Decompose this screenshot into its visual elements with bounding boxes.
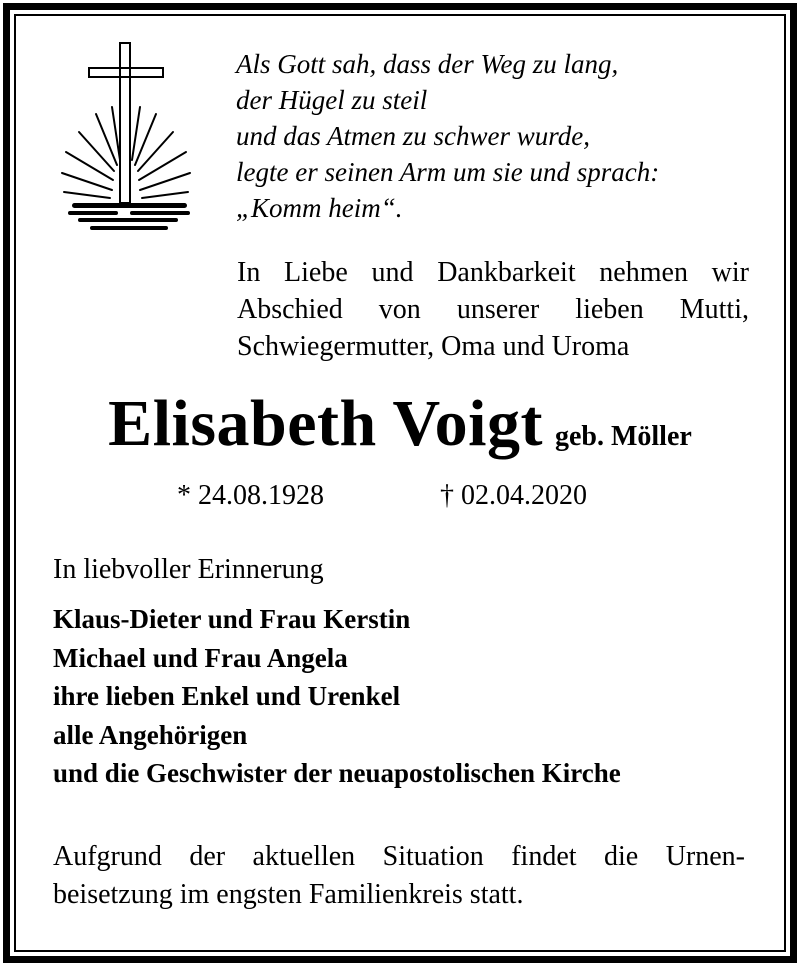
cross-sunrise-waves-icon — [52, 40, 202, 240]
poem-line: legte er seinen Arm um sie und sprach: — [236, 157, 660, 187]
note-line: beisetzung im engsten Familienkreis statt. — [53, 879, 524, 910]
farewell-line: In Liebe und Dankbarkeit nehmen wir — [237, 257, 749, 288]
poem — [236, 46, 756, 226]
death-date: † 02.04.2020 — [440, 480, 587, 511]
farewell-line: Schwiegermutter, Oma und Uroma — [237, 331, 630, 362]
poem-line: Als Gott sah, dass der Weg zu lang, — [236, 49, 619, 79]
mourner: ihre lieben Enkel und Urenkel — [53, 681, 401, 711]
poem-line: der Hügel zu steil — [236, 85, 428, 115]
mourners-list — [53, 600, 621, 793]
farewell-text — [237, 254, 749, 365]
poem-line: „Komm heim“. — [236, 193, 403, 223]
funeral-note — [53, 838, 745, 914]
mourner: Michael und Frau Angela — [53, 642, 348, 673]
mourner: Klaus-Dieter und Frau Kerstin — [53, 604, 411, 634]
memory-line: In liebvoller Erinnerung — [53, 554, 324, 585]
birth-name: geb. Möller — [554, 421, 692, 452]
poem-line: und das Atmen zu schwer wurde, — [236, 121, 590, 151]
deceased-name: Elisabeth Voigt — [108, 387, 543, 460]
birth-date: * 24.08.1928 — [177, 480, 324, 511]
mourner: alle Angehörigen — [53, 719, 248, 750]
note-line: Aufgrund der aktuellen Situation findet die Urnen- — [53, 841, 745, 872]
mourner: und die Geschwister der neuapostolischen Kirche — [53, 758, 621, 788]
deceased-name-line — [0, 386, 800, 462]
farewell-line: Abschied von unserer lieben Mutti, — [237, 294, 749, 325]
